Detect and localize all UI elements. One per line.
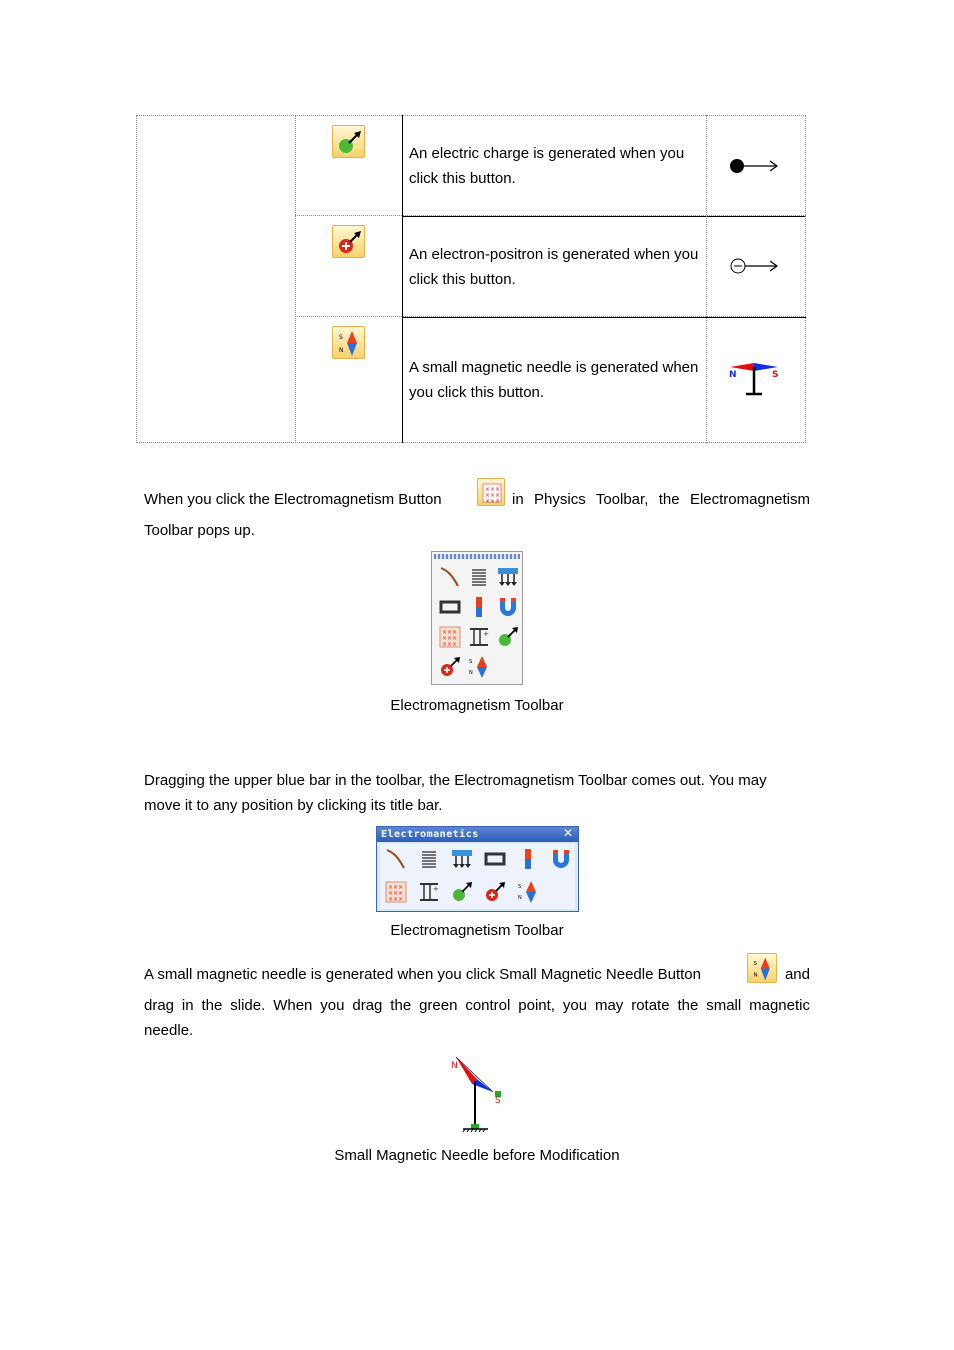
- svg-text:×××: ×××: [442, 635, 458, 642]
- button-description-table: [136, 115, 806, 443]
- magnetic-needle-button-icon: [747, 953, 777, 983]
- toolbar-body: [380, 844, 575, 909]
- electromagnetism-toolbar-floating[interactable]: [376, 826, 579, 912]
- curve-wire-icon[interactable]: [384, 847, 408, 871]
- magnetic-needle-symbol-icon: [726, 360, 786, 400]
- solenoid-icon[interactable]: [417, 847, 441, 871]
- table-border: [295, 115, 296, 443]
- row-description: An electric charge is generated when you click this button.: [409, 145, 685, 187]
- svg-text:×××: ×××: [442, 641, 458, 648]
- current-arrows-icon[interactable]: [450, 847, 474, 871]
- paragraph-electromagnetism-intro: [144, 487, 810, 512]
- paragraph-text: drag in the slide. When you drag the green control point, you may rotate the small magnetic: [144, 997, 810, 1014]
- paragraph-text: A small magnetic needle is generated when you click Small Magnetic Needle Button: [144, 966, 701, 983]
- needle-s-label: S: [772, 370, 779, 380]
- solenoid-icon[interactable]: [467, 565, 491, 589]
- paragraph-text: needle.: [144, 1022, 194, 1039]
- u-magnet-icon[interactable]: [496, 595, 520, 619]
- magnetic-needle-button-icon: [332, 326, 365, 359]
- table-border: [402, 115, 403, 443]
- svg-text:S: S: [469, 659, 473, 665]
- svg-text:×××: ×××: [485, 492, 501, 499]
- rectangular-coil-icon[interactable]: [438, 595, 462, 619]
- electric-charge-icon[interactable]: [450, 880, 474, 904]
- u-magnet-icon[interactable]: [549, 847, 573, 871]
- capacitor-plates-icon[interactable]: [417, 880, 441, 904]
- svg-text:×××: ×××: [388, 884, 404, 891]
- paragraph-text: Dragging the upper blue bar in the toolbar, the Electromagnetism Toolbar comes out. You may: [144, 772, 767, 789]
- svg-text:N: N: [518, 895, 522, 901]
- svg-text:×××: ×××: [388, 890, 404, 897]
- curve-wire-icon[interactable]: [438, 565, 462, 589]
- electron-positron-icon[interactable]: [483, 880, 507, 904]
- electric-charge-symbol-icon: [726, 155, 786, 177]
- table-border: [136, 115, 137, 443]
- table-border: [402, 216, 806, 217]
- paragraph-text: and: [784, 966, 810, 983]
- toolbar-drag-bar[interactable]: [434, 554, 520, 559]
- paragraph-text: When you click the Electromagnetism Button: [144, 491, 442, 508]
- capacitor-plates-icon[interactable]: [467, 625, 491, 649]
- svg-text:×××: ×××: [442, 629, 458, 636]
- needle-n-label: N: [729, 370, 737, 380]
- svg-text:×××: ×××: [485, 486, 501, 493]
- electron-positron-symbol-icon: [726, 255, 786, 277]
- svg-text:N: N: [339, 347, 344, 354]
- electric-charge-icon[interactable]: [496, 625, 520, 649]
- toolbar-title-bar[interactable]: [377, 827, 578, 842]
- magnetic-needle-icon[interactable]: [516, 880, 540, 904]
- magnetic-needle-icon[interactable]: [467, 655, 491, 679]
- toolbar-title: Electromanetics: [381, 829, 479, 840]
- current-arrows-icon[interactable]: [496, 565, 520, 589]
- figure-caption: Small Magnetic Needle before Modification: [334, 1147, 620, 1164]
- row-description: An electron-positron is generated when you click this button.: [409, 246, 699, 288]
- magnetic-field-icon[interactable]: [384, 880, 408, 904]
- bar-magnet-icon[interactable]: [467, 595, 491, 619]
- table-border: [402, 317, 806, 318]
- svg-text:N: N: [469, 670, 473, 676]
- table-border: [805, 115, 806, 443]
- paragraph-text: move it to any position by clicking its title bar.: [144, 797, 443, 814]
- bar-magnet-icon[interactable]: [516, 847, 540, 871]
- svg-text:+: +: [433, 885, 439, 893]
- table-border: [706, 115, 707, 443]
- needle-n-label: N: [451, 1061, 458, 1071]
- paragraph-needle-instructions: [144, 962, 810, 987]
- needle-s-label: S: [495, 1096, 501, 1106]
- electron-positron-icon[interactable]: [438, 655, 462, 679]
- electromagnetism-button-icon: [477, 478, 505, 506]
- svg-text:S: S: [339, 334, 343, 341]
- electromagnetism-toolbar-docked[interactable]: [431, 551, 523, 685]
- svg-text:×××: ×××: [388, 896, 404, 903]
- paragraph-text: Toolbar pops up.: [144, 522, 255, 539]
- paragraph-text: in Physics Toolbar, the Electromagnetism: [512, 491, 810, 508]
- figure-caption: Electromagnetism Toolbar: [390, 922, 564, 939]
- svg-text:S: S: [753, 960, 757, 967]
- magnetic-needle-figure: [444, 1052, 510, 1134]
- svg-text:+: +: [483, 630, 489, 638]
- svg-text:×××: ×××: [485, 498, 501, 505]
- figure-caption: Electromagnetism Toolbar: [390, 697, 564, 714]
- svg-text:S: S: [518, 884, 522, 890]
- row-description: A small magnetic needle is generated when you click this button.: [409, 359, 699, 401]
- magnetic-field-icon[interactable]: [438, 625, 462, 649]
- rectangular-coil-icon[interactable]: [483, 847, 507, 871]
- electron-positron-button-icon: [332, 225, 365, 258]
- electric-charge-button-icon: [332, 125, 365, 158]
- close-icon[interactable]: ✕: [562, 826, 573, 840]
- svg-text:N: N: [753, 972, 758, 979]
